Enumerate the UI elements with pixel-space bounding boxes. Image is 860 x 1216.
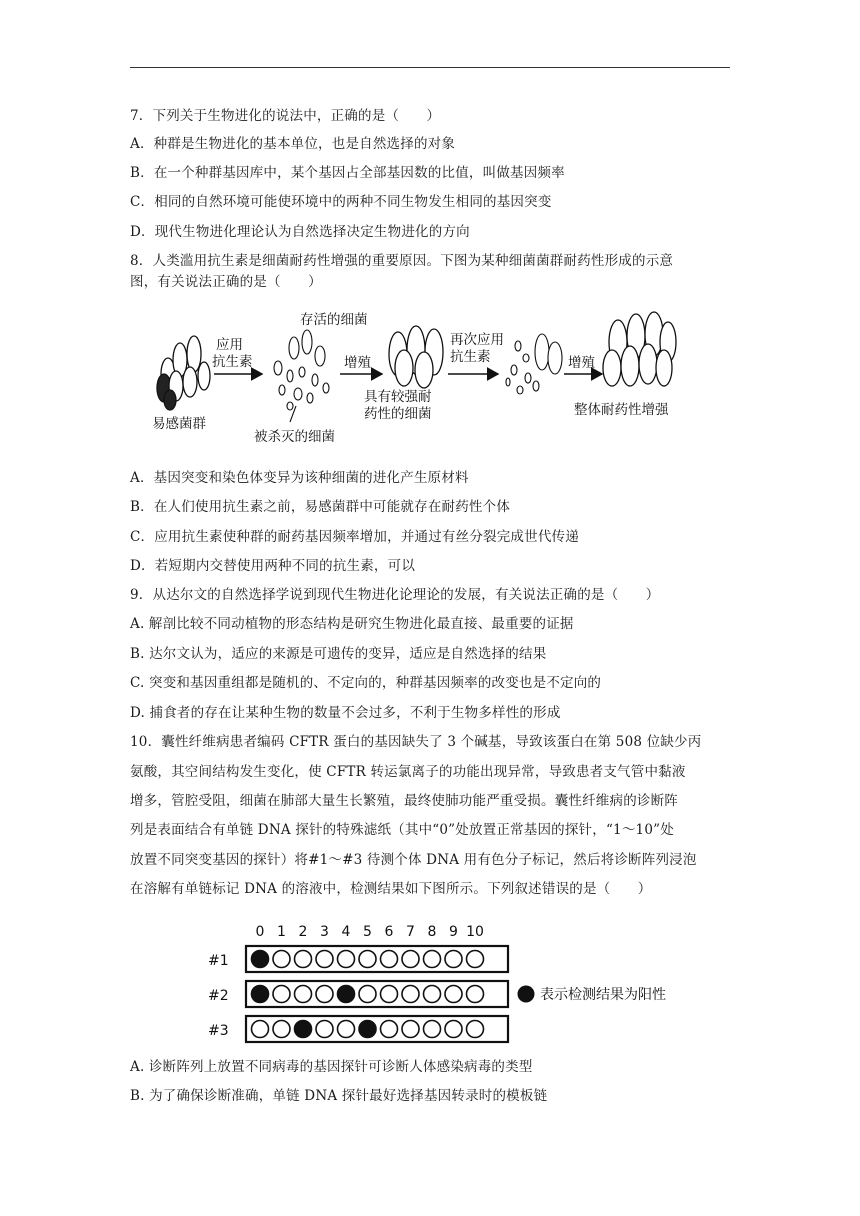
q9-stem: 9．从达尔文的自然选择学说到现代生物进化论理论的发展，有关说法正确的是（ ）: [130, 587, 660, 603]
q8-option-c: C．应用抗生素使种群的耐药基因频率增加，并通过有丝分裂完成世代传递: [130, 529, 579, 545]
negative-dot: [252, 1021, 269, 1038]
q10-diagnostic-array-figure: [208, 918, 708, 1054]
negative-dot: [273, 986, 290, 1003]
negative-dot: [381, 951, 398, 968]
negative-dot: [467, 1021, 484, 1038]
q7-option-a: A．种群是生物进化的基本单位，也是自然选择的对象: [130, 136, 456, 152]
header-rule: [130, 67, 730, 68]
column-label-2: 2: [298, 924, 308, 940]
negative-dot: [338, 951, 355, 968]
q10-option-b: B. 为了确保诊断准确，单链 DNA 探针最好选择基因转录时的模板链: [130, 1088, 548, 1104]
column-label-9: 9: [449, 924, 458, 940]
column-label-7: 7: [406, 924, 415, 940]
q10-line-1: 10．囊性纤维病患者编码 CFTR 蛋白的基因缺失了 3 个碱基，导致该蛋白在第 508 位缺少丙: [130, 734, 702, 750]
negative-dot: [295, 951, 312, 968]
negative-dot: [445, 986, 462, 1003]
q10-line-2: 氨酸，其空间结构发生变化，使 CFTR 转运氯离子的功能出现异常，导致患者支气管中黏液: [130, 764, 686, 780]
column-label-10: 10: [466, 924, 484, 940]
negative-dot: [424, 1021, 441, 1038]
row-label: #3: [208, 1023, 229, 1039]
negative-dot: [381, 1021, 398, 1038]
reapplied-bacteria: [506, 334, 562, 394]
column-label-5: 5: [363, 924, 372, 940]
q8-option-d: D．若短期内交替使用两种不同的抗生素，可以: [130, 558, 416, 574]
apply-label-1: 应用: [216, 337, 243, 353]
susceptible-bacteria: [157, 336, 210, 410]
killed-bacteria: [274, 330, 329, 422]
row-label: #2: [208, 988, 229, 1004]
final-resistant-population: [603, 312, 676, 386]
negative-dot: [424, 951, 441, 968]
negative-dot: [359, 986, 376, 1003]
q8-bacteria-figure: [150, 302, 680, 452]
negative-dot: [467, 986, 484, 1003]
negative-dot: [273, 951, 290, 968]
column-label-0: 0: [255, 924, 265, 940]
apply-label-2: 抗生素: [212, 354, 253, 370]
q9-option-c: C. 突变和基因重组都是随机的、不定向的，种群基因频率的改变也是不定向的: [130, 675, 602, 691]
reapply-label-2: 抗生素: [450, 349, 491, 365]
q8-stem-line2: 图，有关说法正确的是（ ）: [130, 274, 322, 290]
negative-dot: [295, 986, 312, 1003]
positive-dot: [252, 951, 269, 968]
negative-dot: [402, 986, 419, 1003]
resistant-bacteria: [389, 326, 443, 388]
negative-dot: [467, 951, 484, 968]
q10-line-6: 在溶解有单链标记 DNA 的溶液中，检测结果如下图所示。下列叙述错误的是（ ）: [130, 881, 652, 897]
resistant-label-1: 具有较强耐: [364, 389, 432, 405]
q7-option-b: B．在一个种群基因库中，某个基因占全部基因数的比值，叫做基因频率: [130, 165, 565, 181]
q7-stem: 7．下列关于生物进化的说法中，正确的是（ ）: [130, 108, 441, 124]
negative-dot: [381, 986, 398, 1003]
positive-dot: [338, 986, 355, 1003]
negative-dot: [402, 951, 419, 968]
positive-dot: [359, 1021, 376, 1038]
proliferate-label-1: 增殖: [344, 355, 371, 371]
proliferate-label-2: 增殖: [568, 355, 595, 371]
q9-option-b: B. 达尔文认为，适应的来源是可遗传的变异，适应是自然选择的结果: [130, 646, 547, 662]
q7-option-c: C．相同的自然环境可能使环境中的两种不同生物发生相同的基因突变: [130, 194, 552, 210]
q8-stem-line1: 8．人类滥用抗生素是细菌耐药性增强的重要原因。下图为某种细菌菌群耐药性形成的示意: [130, 253, 674, 269]
q9-option-a: A. 解剖比较不同动植物的形态结构是研究生物进化最直接、最重要的证据: [130, 616, 574, 632]
negative-dot: [445, 951, 462, 968]
row-label: #1: [208, 953, 229, 969]
negative-dot: [316, 986, 333, 1003]
q7-option-d: D．现代生物进化理论认为自然选择决定生物进化的方向: [130, 224, 470, 240]
positive-dot: [252, 986, 269, 1003]
column-label-1: 1: [277, 924, 286, 940]
q10-option-a: A. 诊断阵列上放置不同病毒的基因探针可诊断人体感染病毒的类型: [130, 1059, 533, 1075]
negative-dot: [316, 1021, 333, 1038]
killed-label: 被杀灭的细菌: [254, 429, 335, 445]
susceptible-label: 易感菌群: [152, 416, 206, 432]
negative-dot: [273, 1021, 290, 1038]
reapply-label-1: 再次应用: [450, 332, 504, 348]
q9-option-d: D. 捕食者的存在让某种生物的数量不会过多，不利于生物多样性的形成: [130, 705, 561, 721]
resistant-label-2: 药性的细菌: [364, 406, 432, 422]
q10-line-3: 增多，管腔受阻，细菌在肺部大量生长繁殖，最终使肺功能严重受损。囊性纤维病的诊断阵: [130, 793, 678, 809]
negative-dot: [359, 951, 376, 968]
column-label-3: 3: [320, 924, 329, 940]
negative-dot: [445, 1021, 462, 1038]
positive-dot: [295, 1021, 312, 1038]
legend-label: 表示检测结果为阳性: [540, 987, 666, 1003]
survived-label: 存活的细菌: [300, 312, 368, 328]
q10-line-4: 列是表面结合有单链 DNA 探针的特殊滤纸（其中“0”处放置正常基因的探针，“1～10”处: [130, 822, 674, 838]
column-label-4: 4: [341, 924, 351, 940]
q8-option-b: B．在人们使用抗生素之前，易感菌群中可能就存在耐药性个体: [130, 499, 511, 515]
negative-dot: [316, 951, 333, 968]
negative-dot: [338, 1021, 355, 1038]
column-label-6: 6: [384, 924, 394, 940]
negative-dot: [424, 986, 441, 1003]
overall-label: 整体耐药性增强: [574, 402, 669, 418]
q8-option-a: A．基因突变和染色体变异为该种细菌的进化产生原材料: [130, 470, 469, 486]
legend-positive-dot: [518, 986, 535, 1003]
column-label-8: 8: [427, 924, 437, 940]
negative-dot: [402, 1021, 419, 1038]
q10-line-5: 放置不同突变基因的探针）将#1～#3 待测个体 DNA 用有色分子标记，然后将诊断阵列浸泡: [130, 852, 697, 868]
